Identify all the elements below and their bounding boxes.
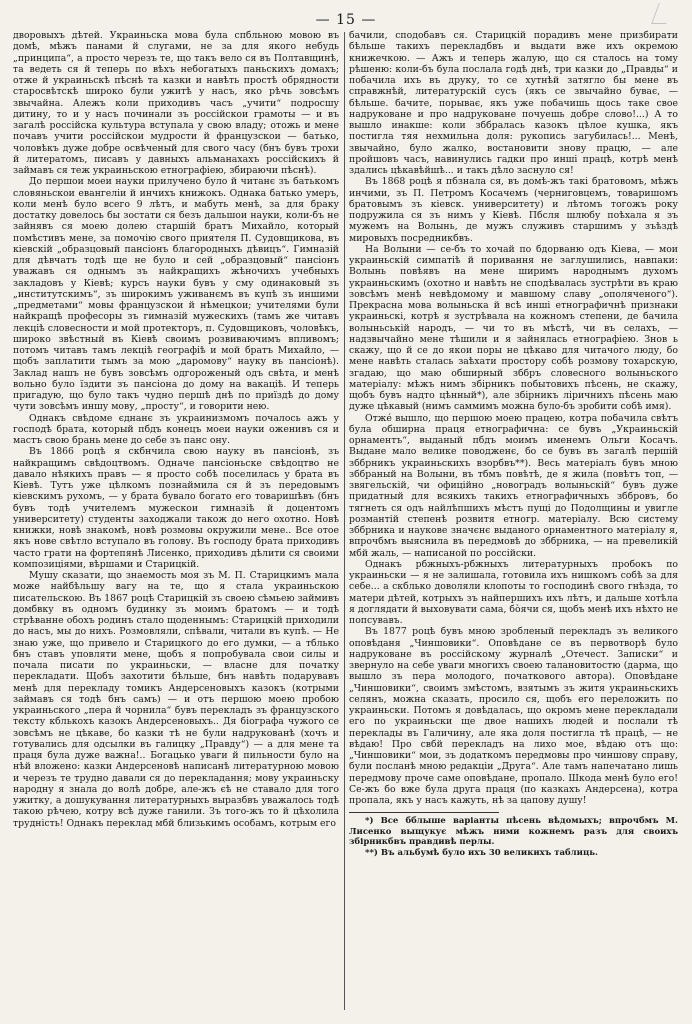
footnotes xyxy=(349,816,678,858)
footnote: *) Все бблыше варіанты пѣсень вѣдомыхъ; впрочбмъ М. Лисенко выщукує мѣжъ ними кожнемъ разъ для своихъ збірникбвъ правдивѣ перлы. xyxy=(349,816,678,848)
paragraph: Въ 1868 роцѣ я пбзнала ся, въ домѣ-жъ такі братовомъ, мѣжъ инчими, зъ П. Петромъ Косачемъ (черниговцемъ, товаришомъ братовымъ зъ кіевск. университету) и лѣтомъ тогожъ року подружила ся зъ нимъ у Кіевѣ. Пбсля шлюбу поѣхала я зъ мужемъ на Волынь, де мужъ служивъ старшимъ у зъѣздѣ мировыхъ посредникбвъ. xyxy=(349,176,678,244)
paragraph: Однакъ рбжныхъ-рбжныхъ литературныхъ пробокъ по украиньски — я не залишала, готовила ихъ нишкомъ собѣ за для себе... а скблько доволяли клопоты то господинѣ свого гнѣзда, то матери дѣтей, котрыхъ зъ найпершихъ ихъ лѣтъ, и дальше хотѣла я доглядати й выховувати сама, бо̀ячи ся, щобъ менѣ ихъ нѣхто не попсувавъ. xyxy=(349,558,678,626)
paragraph: Однакъ свѣдоме єднанє зъ украинизмомъ почалось ажъ у господѣ брата, который пбдъ конецъ моеи науки оженивъ ся и мастъ свою брань мене до себе зъ панс ону. xyxy=(13,412,339,446)
paragraph: Въ 1866 роцѣ я скбнчила свою науку въ пансіонѣ, зъ найкращимъ свѣдоцтвомъ. Одначе пансіоньске свѣдоцтво не давало нѣякихъ правъ — я просто собѣ поселилась у брата въ Кіевѣ. Тутъ уже цѣлкомъ познаймила ся й зъ передовымъ кіевскимъ рухомъ, — у брата бувало богато его товаришѣвъ (бнъ бувъ тодѣ учителемъ мужескои гимназіѣ й доцентомъ университету) студенты заходжали також до него охотно. Новѣ книжки, новѣ знакомѣ, новѣ розмовы окружили мене.. Все отое якъ нове свѣтло вступало въ голову. Въ господу брата приходивъ часто грати на фортепянѣ Лисенко, приходивъ дѣлити ся своими композиціями, вѣршами и Старицкій. xyxy=(13,446,339,570)
footnote: **) Въ альбумѣ було ихъ 30 великихъ таблиць. xyxy=(365,847,598,858)
left-column xyxy=(13,30,339,1018)
paragraph: Мушу сказати, що знаемость моя зъ М. П. Старицкимъ мала може найбѣльшу вагу на те, що я стала украиньскою писательскою. Въ 1867 роцѣ Старицкій зъ своею сѣмьею займивъ домбвку въ одномъ будинку зъ моимъ братомъ — и тодѣ стрѣванне обохъ родинъ стало щоденнымъ: Старицкій приходили до насъ, мы до нихъ. Розмовляли, спѣвали, читали въ купѣ. — Не знаю уже, що привело и Старицкого до его думки, — а тблько бнъ ставъ уповляти мене, щобъ я попробувала свои силы и почала писати по украиньски, — власне для початку перекладати. Щобъ захотити бѣльше, бнъ навѣть подарувавъ менѣ для перекладу томикъ Андерсеновыхъ казокъ (котрыми займавъ ся тодѣ бнъ самъ) — и отъ першою моею пробою украиньского „пера й чорнила“ бувъ перекладъ зъ французского тексту кблькохъ казокъ Андерсеновыхъ.. Дя біографа чужого се зовсѣмъ не цѣкаве, бо казки тѣ не були надрукованѣ (хочъ и готувались для одсылки въ галицку „Правду“) — а для мене та праця була дуже важна!.. Богацько уваги й пильности було на нѣй вложено: казки Андерсеновѣ написанѣ литературною мовою и черезъ те трудно давали ся до перекладання; мову украиньску народну я знала до волѣ добре, але-жъ єѣ не ставало для того ужитку, а дошукування литературныхъ выразбвъ уважалось тодѣ такою рѣчею, котру всѣ дуже ганили. Зъ того-жъ то й цѣхолила трудність! Однакъ переклад мбй близькимъ особамъ, котрым его xyxy=(13,570,339,829)
right-column xyxy=(349,30,678,1018)
paragraph: До першои моеи науки прилучено було й читанє зъ батькомъ словяньскои евангеліи й инчихъ книжокъ. Однака батько умеръ, коли менѣ було всего 9 лѣтъ, и мабуть менѣ, за для браку достатку довелось бы зостати ся безъ дальшои науки, коли-бъ не зайнявъ ся моею долею старшій братъ Михайло, который помѣстивъ мене, за помочію свого приятеля П. Судовщикова, въ кіевскій „образцовый пансіонъ благородныхъ дѣвицъ“. Гимназій для дѣвчатъ тодѣ ще не було и сей „образцовый“ пансіонъ уважавъ ся однымъ зъ найкращихъ жѣночихъ учебныхъ закладовъ у Кіевѣ; курсъ науки бувъ у сму одинаковый зъ „институтскимъ“, зъ широкимъ уживанємъ въ купѣ зъ иншими „предметами“ мовы французскои й нѣмецкои; учителями були найкращѣ професоры зъ гимназій мужескихъ (тамъ же читавъ лекціѣ словесности и мой протекторъ, п. Судовщиковъ, чоловѣкъ, широко звѣстный въ Кіевѣ своимъ розвиваючимъ впливомъ; потомъ читавъ тамъ лекціѣ географіѣ и мой братъ Михайло, — щобъ заплатити тымъ за мою „даромову“ науку въ пансіонѣ). Заклад нашъ не бувъ зовсѣмъ одгороженый одъ свѣта, и менѣ вольно було їздити зъ пансіона до дому на вакаціѣ. И теперь пригадую, що було такъ чудно першѣ днѣ по приїздѣ до дому чути зовсѣмъ иншу мову, „просту“, и говорити нею. xyxy=(13,176,339,413)
paragraph: Отжé вышло, що першою моею працею, котра побачила свѣтъ була обширна праця етнографична: се бувъ „Украиньскій орнаментъ“, выданый пбдъ моимъ именемъ Ольги Косачъ. Выдане мало велике поводженє, бо се бувъ въ загалѣ першій зббрникъ украиньскихъ взорбвъ**). Весь матеріалъ бувъ мною зббраный на Волыни, въ тбмъ повѣтѣ, де я жила (повѣтъ топ, — звягельскій, чи офиційно „новоградъ волыньскій“ бувъ дуже придатный для всякихъ такихъ етнографичныхъ зббровъ, бо тягнеть ся одъ найлѣпшихъ мѣстъ пущі до Подолщины и увигле розмантій степенѣ розвитя етногр. матеріалу. Всю систему зббрника и наукове значєнє выданого орнаментного матеріалу я, впрочбмъ выяснила въ передмовѣ до зббрника, — на превеликій мбй жаль, — написаной по россійски. xyxy=(349,412,678,559)
paragraph: Въ 1877 роцѣ бувъ мною зробленый перекладъ зъ великого оповѣданя „Чиншовики“. Оповѣдане се въ первотворѣ було надруковане въ россійскому журналѣ „Отечест. Записки“ и звернуло на себе уваги многихъ своею талановитостю (дарма, що вышло зъ пера молодого, початкового автора). Оповѣдане „Чиншовики“, своимъ змѣстомъ, взятымъ зъ житя украиньскихъ селянъ, можна сказать, просило ся, щобъ его переложить по украиньски. Потомъ я довѣдалась, що окромъ мене перекладали его по украиньски ще двое нашихъ людей и послали тѣ переклады въ Галичину, але яка доля постигла тѣ працѣ, — не вѣдаю! Про свбй перекладъ на лихо мое, вѣдаю отъ що: „Чиншовики“ мои, зъ додаткомъ передмовы про чиншову справу, були посланѣ мною редакціи „Друга“. Але тамъ напечатано лишь передмову проче саме оповѣдане, пропало. Шкода менѣ було его! Се-жъ бо вже була друга праця (по казкахъ Андерсена), котра пропала, якъ у насъ кажуть, нѣ за цапову душу! xyxy=(349,626,678,806)
paragraph: На Волыни — се-бъ то хочай по бдорваню одъ Кіева, — мои украиньскій симпатіѣ й поривання не заглушились, навпаки: Волынь повѣявъ на мене ширимъ народнымъ духомъ украиньскимъ (охотно и навѣть не сподѣвалась зустрѣти въ краю зовсѣмъ менѣ невѣдомому и мавшому славу „ополяченого“). Прекрасна мова волыньска й всѣ инші етнографичнѣ признаки украиньскі, котрѣ я зустрѣвала на кожномъ степени, де бачила волыньській народъ, — чи то въ мѣстѣ, чи въ селахъ, — надзвычайно мене тѣшили и я зайнялась етнографіею. Знов ь скажу, що й се до якои поры не цѣкаво для читачого люду, бо мене навѣть сталась заѣхати простору собѣ розмову тохарскую, згадаю, що маю обширный зббръ словесного волыньского матеріалу: мѣжъ нимъ збірникъ побытовихъ пѣсень, не скажу, щобъ бувъ надто цѣнный*), але збірникъ ліричнихъ пѣсень маю дуже цѣкавый (нимъ саммимъ можна було-бъ зробити собѣ имя). xyxy=(349,243,678,413)
paragraph: бачили, сподобавъ ся. Старицкій порадивъ мене призбирати бѣльше такихъ перекладбвъ и выдати вже ихъ окремою книжечкою. — Ажъ и теперь жалую, що ся сталось на тому рѣшеню: коли-бъ була послала годѣ днѣ, три казки до „Правды“ и побачила ихъ въ друку, то се хутнѣй затягло бы мене въ справжнѣй, литературскій сусъ (якъ се звычайно буває, — бѣльше. бачите, порыває, якъ уже побачишь щось таке свое надруковане и про надруковане почуешь добре слово!...) А то вышло инакше: коли зббралась казокъ цѣлое кушка, якъ постигла тяя нехмильна доля: рукопись загубилась!... Менѣ, звычайно, було жалко, востановити знову працю, — але пройшовъ часъ, навинулись гадки про инші працѣ, котрѣ менѣ здались цѣкавѣйшѣ... и такъ дѣло заснуло ся! xyxy=(349,30,678,176)
column-divider xyxy=(344,32,345,1010)
paragraph: дворовыхъ дѣтей. Украиньска мова була спбльною мовою въ домѣ, мѣжъ панами й слугами, не за для якого небудь „принципа“, а просто черезъ те, що такъ вело ся въ Полтавщинѣ, та ведеть ся й теперь по вѣхъ небогатыхъ паньскихъ домахъ; отже й украиньскѣ пѣснѣ та казки и навѣть простѣ обрядности старосвѣтскѣ широко були ужитѣ у насъ, яко рѣчь зовсѣмъ звычайна. Алежъ коли приходивъ часъ „учити“ подросшу дитину, то и у насъ починали зъ россійскои грамоты — и въ загалѣ россійска культура вступала у свою владу; отожь и мене почавъ учити россійскои мудрости й французскои — батько, чоловѣкъ дуже добре освѣченый для свого часу (бнъ бувъ трохи й литератомъ, писавъ у давныхъ альманахахъ россійскихъ й займавъ ся теж украиньскою етнографіею, збираючи пѣснѣ). xyxy=(13,30,339,176)
page-number: — 15 — xyxy=(315,12,377,28)
